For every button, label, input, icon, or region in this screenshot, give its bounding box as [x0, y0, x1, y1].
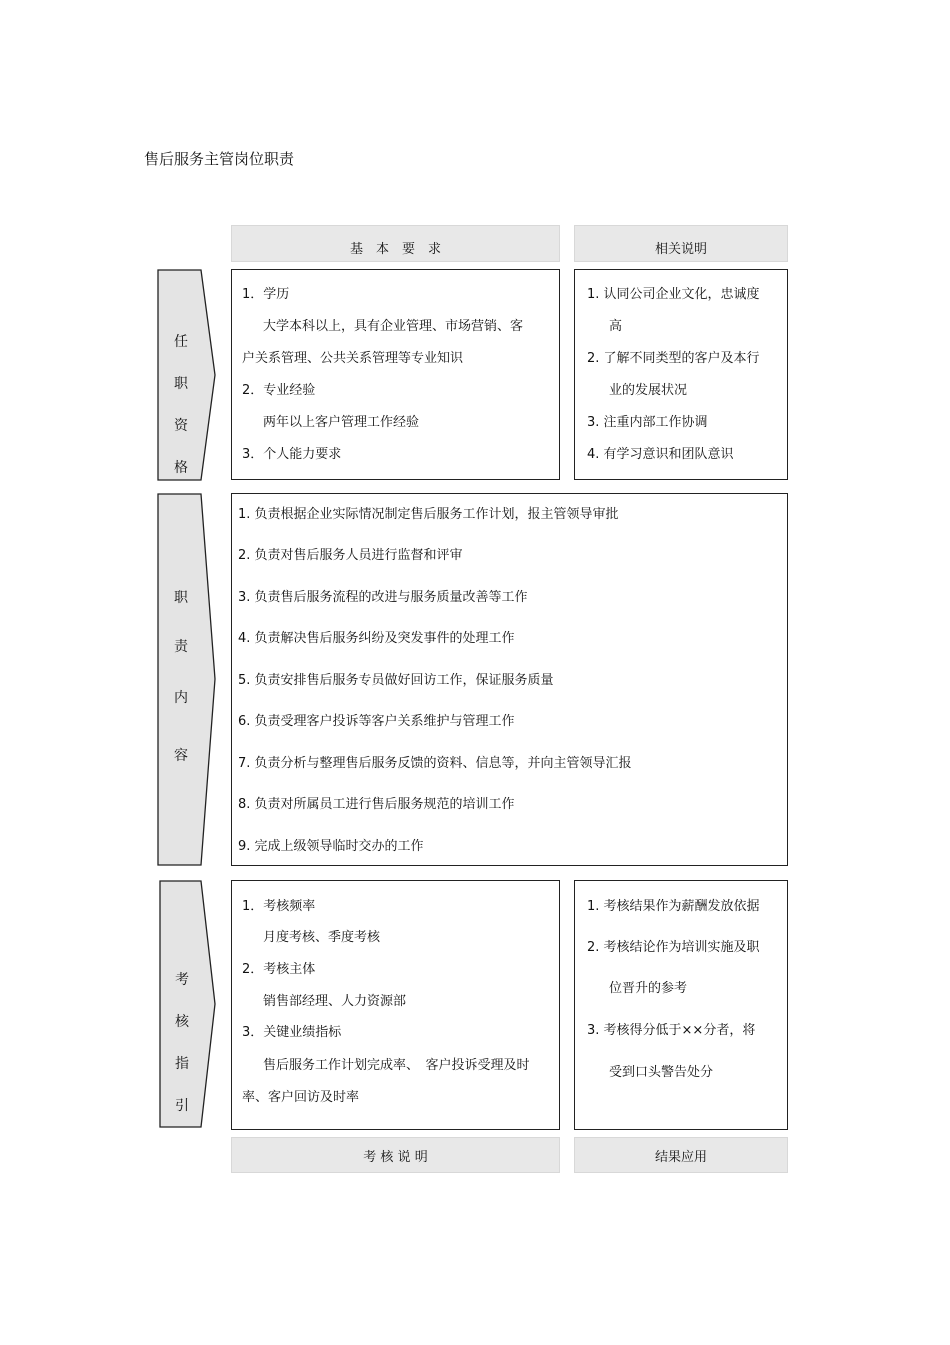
duty-item: 4. 负责解决售后服务纠纷及突发事件的处理工作	[238, 631, 515, 646]
duties-box	[231, 493, 788, 866]
qualifications-label-char: 任	[174, 334, 188, 350]
page-title: 售后服务主管岗位职责	[144, 150, 295, 168]
requirement-line: 3．个人能力要求	[242, 447, 342, 462]
requirement-line: 两年以上客户管理工作经验	[263, 415, 420, 430]
duty-item: 7. 负责分析与整理售后服务反馈的资料、信息等，并向主管领导汇报	[238, 756, 632, 771]
duty-item: 6. 负责受理客户投诉等客户关系维护与管理工作	[238, 714, 515, 729]
result-line: 2. 考核结论作为培训实施及职	[587, 940, 760, 955]
qualifications-notes-box	[574, 269, 788, 480]
assessment-arrow-label	[159, 880, 217, 1128]
duty-item: 1. 负责根据企业实际情况制定售后服务工作计划，报主管领导审批	[238, 507, 619, 522]
note-line: 高	[609, 319, 623, 334]
duties-arrow-label	[157, 493, 217, 866]
requirement-line: 2．专业经验	[242, 383, 316, 398]
assessment-line: 1．考核频率	[242, 899, 316, 914]
note-line: 1. 认同公司企业文化，忠诚度	[587, 287, 760, 302]
assessment-label-char: 指	[175, 1056, 189, 1072]
assessment-line: 销售部经理、人力资源部	[263, 994, 407, 1009]
note-line: 业的发展状况	[609, 383, 688, 398]
result-line: 位晋升的参考	[609, 981, 688, 996]
qualifications-label-char: 职	[174, 376, 188, 392]
qualifications-label-char: 资	[174, 418, 188, 434]
assessment-details-box	[231, 880, 560, 1130]
assessment-results-box	[574, 880, 788, 1130]
assessment-line: 月度考核、季度考核	[263, 930, 381, 945]
arrow-shape-icon	[157, 493, 217, 866]
duties-label-char: 容	[174, 748, 188, 764]
result-line: 3. 考核得分低于××分者，将	[587, 1023, 756, 1038]
header-basic-requirements: 基 本 要 求	[231, 225, 560, 262]
result-line: 受到口头警告处分	[609, 1065, 714, 1080]
requirement-line: 大学本科以上，具有企业管理、市场营销、客	[263, 319, 524, 334]
assessment-line: 率、客户回访及时率	[242, 1090, 360, 1105]
note-line: 3. 注重内部工作协调	[587, 415, 708, 430]
note-line: 4. 有学习意识和团队意识	[587, 447, 734, 462]
arrow-shape-icon	[159, 880, 217, 1128]
arrow-shape-icon	[157, 269, 217, 481]
assessment-label-char: 引	[175, 1098, 189, 1114]
header-assessment-notes: 考 核 说 明	[231, 1137, 560, 1173]
duty-item: 9. 完成上级领导临时交办的工作	[238, 839, 424, 854]
assessment-line: 2．考核主体	[242, 962, 316, 977]
duty-item: 5. 负责安排售后服务专员做好回访工作，保证服务质量	[238, 673, 554, 688]
qualifications-requirements-box	[231, 269, 560, 480]
assessment-label-char: 考	[175, 972, 189, 988]
requirement-line: 户关系管理、公共关系管理等专业知识	[242, 351, 464, 366]
note-line: 2. 了解不同类型的客户及本行	[587, 351, 760, 366]
result-line: 1. 考核结果作为薪酬发放依据	[587, 899, 760, 914]
requirement-line: 1．学历	[242, 287, 290, 302]
duties-label-char: 职	[174, 590, 188, 606]
header-related-notes: 相关说明	[574, 225, 788, 262]
duty-item: 2. 负责对售后服务人员进行监督和评审	[238, 548, 463, 563]
assessment-label-char: 核	[175, 1014, 189, 1030]
assessment-line: 3．关键业绩指标	[242, 1025, 342, 1040]
duties-label-char: 内	[174, 690, 188, 706]
qualifications-arrow-label	[157, 269, 217, 481]
header-result-application: 结果应用	[574, 1137, 788, 1173]
qualifications-label-char: 格	[174, 460, 188, 476]
duty-item: 8. 负责对所属员工进行售后服务规范的培训工作	[238, 797, 515, 812]
duty-item: 3. 负责售后服务流程的改进与服务质量改善等工作	[238, 590, 528, 605]
duties-label-char: 责	[174, 639, 188, 655]
assessment-line: 售后服务工作计划完成率、 客户投诉受理及时	[263, 1058, 530, 1073]
